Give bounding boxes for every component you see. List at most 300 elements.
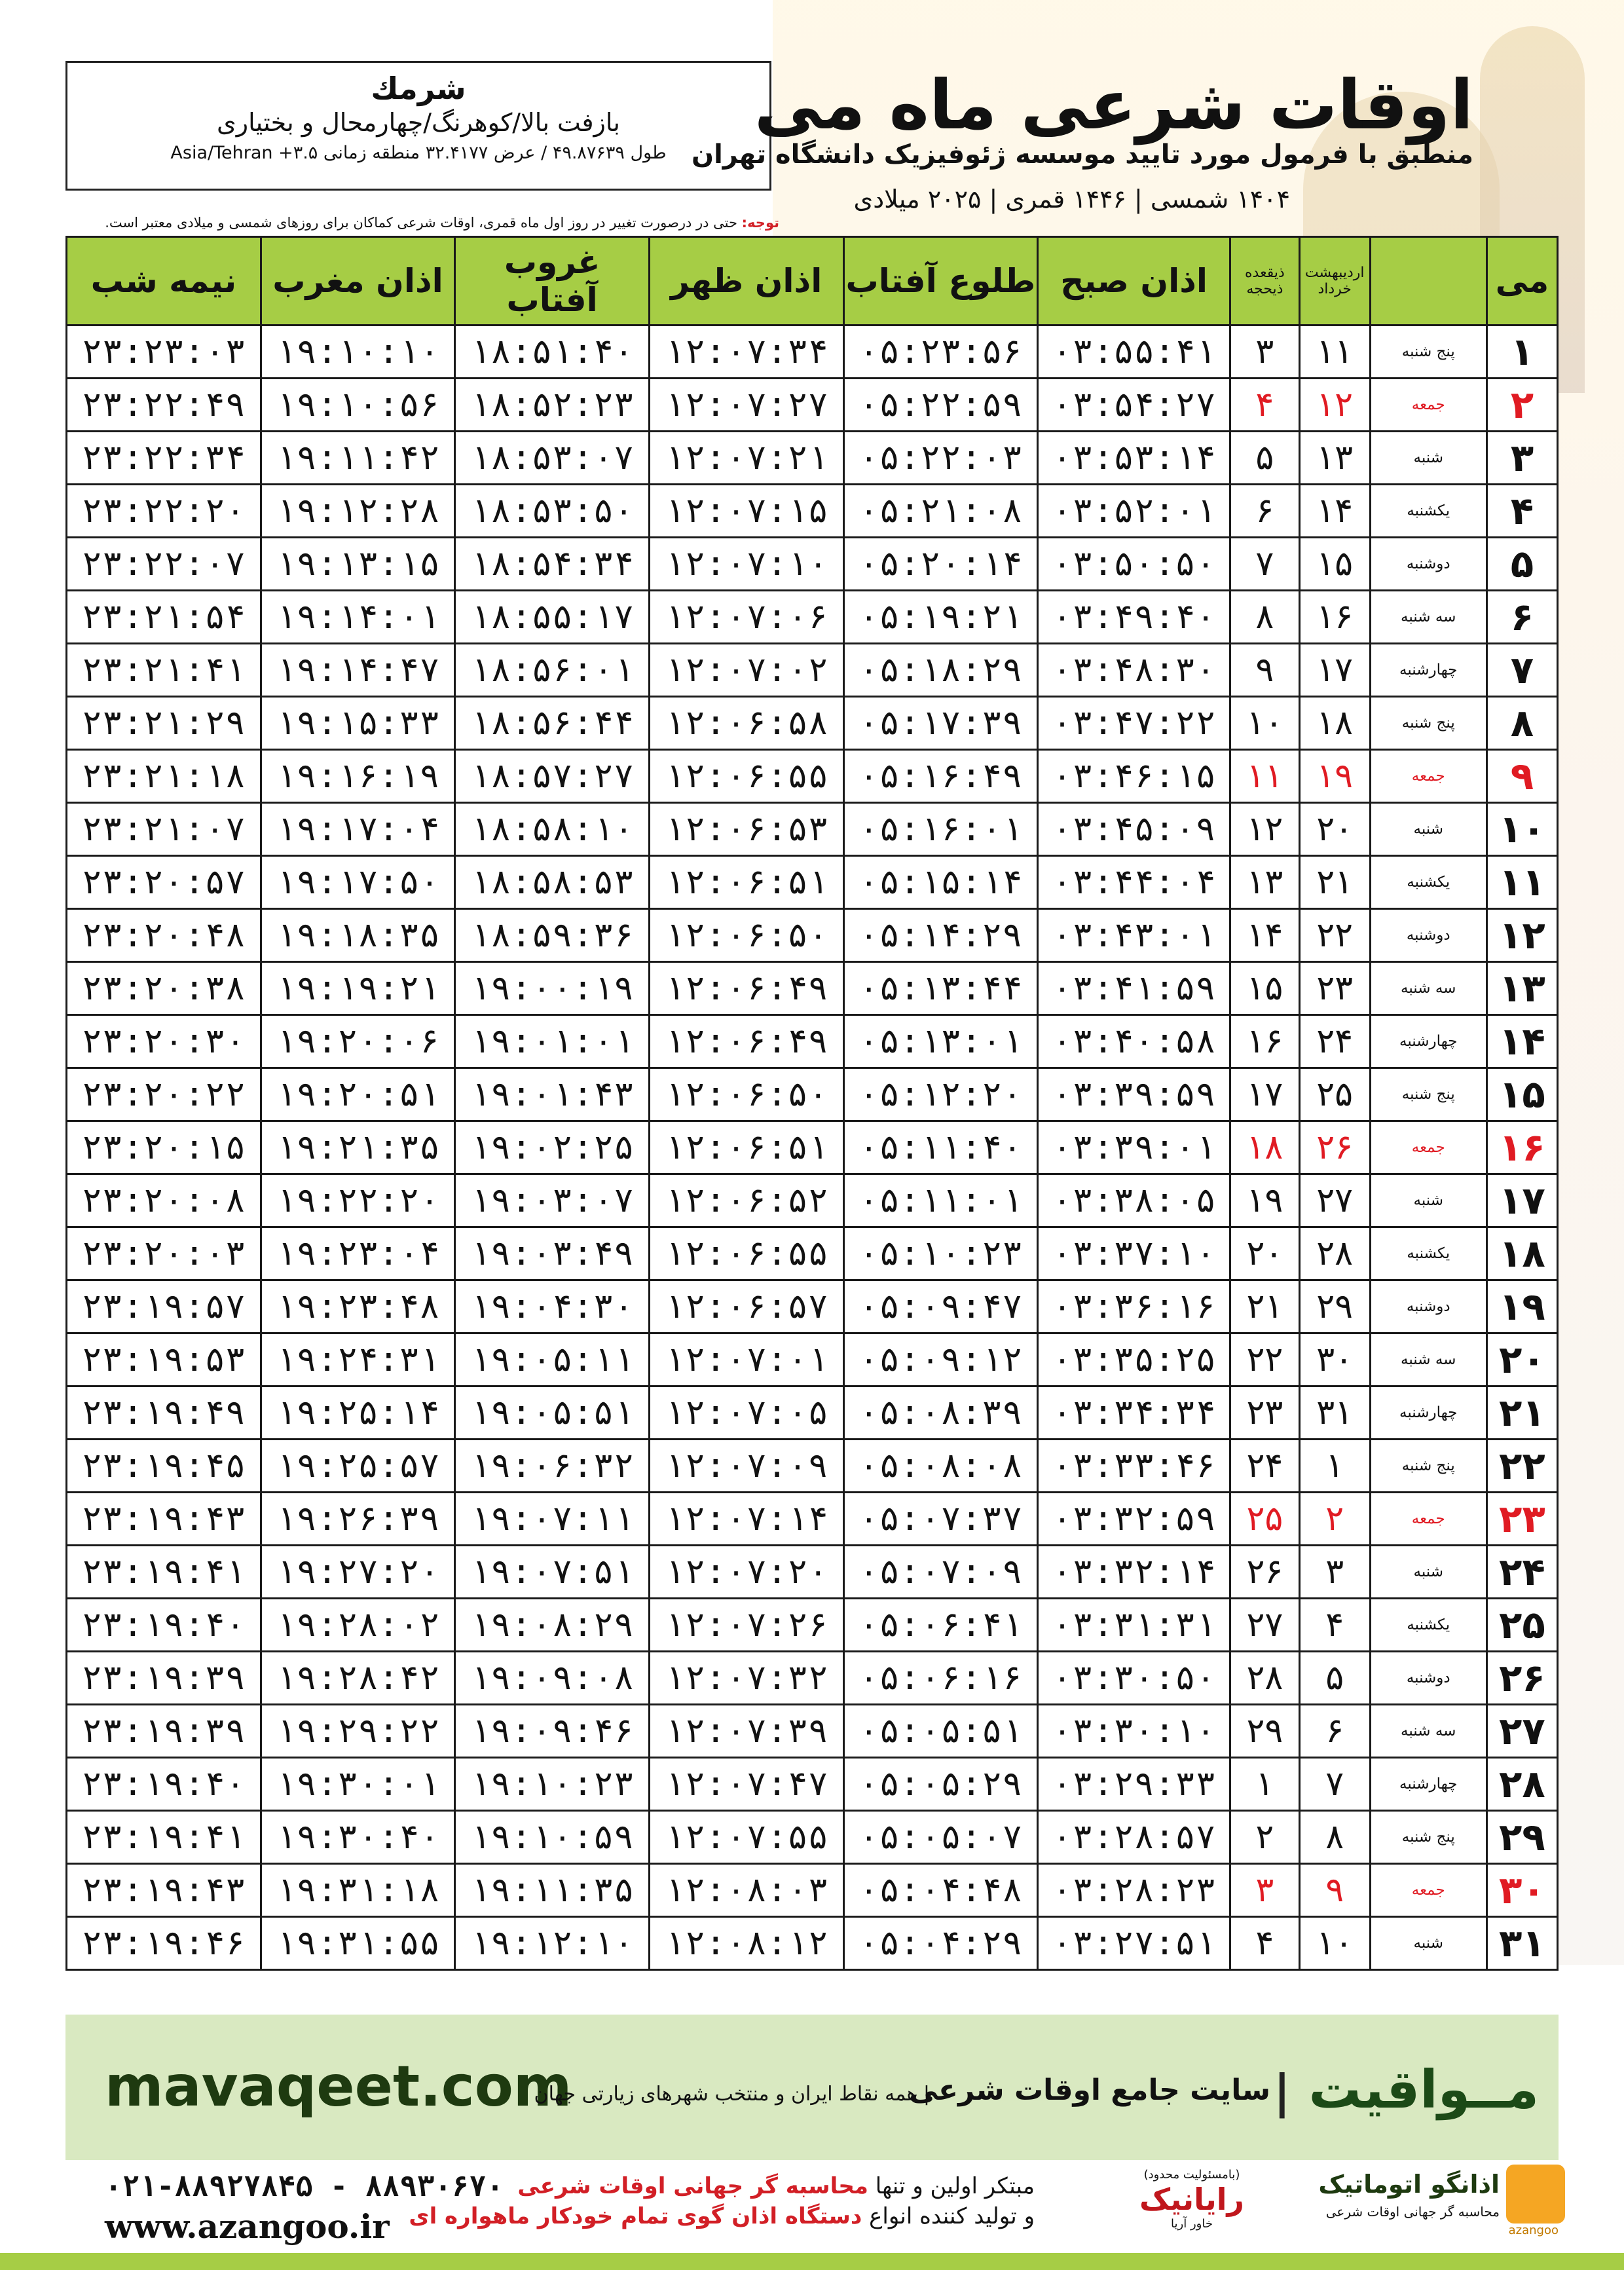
sunset-cell: ۱۸:۵۵:۱۷: [455, 591, 650, 644]
dhuhr-cell: ۱۲:۰۶:۵۵: [649, 1227, 843, 1280]
sunrise-cell: ۰۵:۱۰:۲۳: [843, 1227, 1038, 1280]
fajr-cell: ۰۳:۳۹:۵۹: [1038, 1068, 1230, 1121]
fajr-cell: ۰۳:۴۳:۰۱: [1038, 909, 1230, 962]
fajr-cell: ۰۳:۴۸:۳۰: [1038, 644, 1230, 697]
maghrib-cell: ۱۹:۲۹:۲۲: [261, 1705, 455, 1758]
qamari-cell: ۵: [1230, 432, 1300, 485]
midnight-cell: ۲۳:۲۰:۴۸: [67, 909, 261, 962]
weekday-cell: شنبه: [1370, 432, 1486, 485]
rayanik-logo: [1133, 2168, 1251, 2231]
fajr-cell: ۰۳:۲۸:۲۳: [1038, 1864, 1230, 1917]
table-row: [67, 538, 1558, 591]
day-cell: ۲۰: [1486, 1333, 1557, 1386]
fajr-cell: ۰۳:۵۲:۰۱: [1038, 485, 1230, 538]
maghrib-cell: ۱۹:۱۹:۲۱: [261, 962, 455, 1015]
maghrib-cell: ۱۹:۱۸:۳۵: [261, 909, 455, 962]
day-cell: ۱۸: [1486, 1227, 1557, 1280]
sunset-cell: ۱۸:۵۹:۳۶: [455, 909, 650, 962]
sunrise-cell: ۰۵:۱۳:۰۱: [843, 1015, 1038, 1068]
fajr-cell: ۰۳:۵۰:۵۰: [1038, 538, 1230, 591]
table-row: [67, 1493, 1558, 1546]
day-cell: ۲۲: [1486, 1440, 1557, 1493]
dhuhr-cell: ۱۲:۰۶:۵۸: [649, 697, 843, 750]
maghrib-cell: ۱۹:۱۶:۱۹: [261, 750, 455, 803]
midnight-cell: ۲۳:۱۹:۴۳: [67, 1864, 261, 1917]
footer-phone: ۰۲۱-۸۸۹۲۷۸۴۵ - ۸۸۹۳۰۶۷۰: [105, 2170, 504, 2203]
shamsi-cell: ۲۶: [1299, 1121, 1370, 1174]
dhuhr-cell: ۱۲:۰۶:۵۳: [649, 803, 843, 856]
midnight-cell: ۲۳:۲۰:۰۸: [67, 1174, 261, 1227]
qamari-cell: ۷: [1230, 538, 1300, 591]
shamsi-cell: ۲۳: [1299, 962, 1370, 1015]
header-day: می: [1486, 237, 1557, 326]
midnight-cell: ۲۳:۱۹:۴۶: [67, 1917, 261, 1970]
bottom-bar: [0, 2253, 1624, 2270]
weekday-cell: دوشنبه: [1370, 909, 1486, 962]
dhuhr-cell: ۱۲:۰۶:۵۰: [649, 909, 843, 962]
weekday-cell: چهارشنبه: [1370, 1015, 1486, 1068]
maghrib-cell: ۱۹:۲۲:۲۰: [261, 1174, 455, 1227]
fajr-cell: ۰۳:۳۲:۱۴: [1038, 1546, 1230, 1599]
fajr-cell: ۰۳:۴۱:۵۹: [1038, 962, 1230, 1015]
site-url[interactable]: mavaqeet.com: [105, 2054, 572, 2119]
qamari-cell: ۲۸: [1230, 1652, 1300, 1705]
sunset-cell: ۱۹:۰۰:۱۹: [455, 962, 650, 1015]
day-cell: ۳: [1486, 432, 1557, 485]
qamari-cell: ۴: [1230, 379, 1300, 432]
midnight-cell: ۲۳:۱۹:۴۱: [67, 1811, 261, 1864]
maghrib-cell: ۱۹:۲۱:۳۵: [261, 1121, 455, 1174]
qamari-cell: ۲۵: [1230, 1493, 1300, 1546]
table-row: [67, 1174, 1558, 1227]
maghrib-cell: ۱۹:۱۰:۵۶: [261, 379, 455, 432]
day-cell: ۴: [1486, 485, 1557, 538]
table-row: [67, 1121, 1558, 1174]
sunrise-cell: ۰۵:۰۵:۵۱: [843, 1705, 1038, 1758]
promo-band: [65, 2015, 1559, 2160]
header-maghrib: اذان مغرب: [261, 237, 455, 326]
qamari-cell: ۲۹: [1230, 1705, 1300, 1758]
weekday-cell: دوشنبه: [1370, 1280, 1486, 1333]
sunrise-cell: ۰۵:۱۱:۰۱: [843, 1174, 1038, 1227]
sunrise-cell: ۰۵:۱۹:۲۱: [843, 591, 1038, 644]
maghrib-cell: ۱۹:۲۰:۵۱: [261, 1068, 455, 1121]
table-row: [67, 1440, 1558, 1493]
shamsi-cell: ۱۸: [1299, 697, 1370, 750]
qamari-cell: ۲۶: [1230, 1546, 1300, 1599]
azangoo-logo-en: azangoo: [1508, 2223, 1559, 2237]
table-row: [67, 962, 1558, 1015]
footer-website[interactable]: www.azangoo.ir: [105, 2207, 390, 2246]
midnight-cell: ۲۳:۱۹:۳۹: [67, 1705, 261, 1758]
sunrise-cell: ۰۵:۰۷:۳۷: [843, 1493, 1038, 1546]
sunrise-cell: ۰۵:۰۴:۲۹: [843, 1917, 1038, 1970]
shamsi-cell: ۲۱: [1299, 856, 1370, 909]
shamsi-cell: ۱۵: [1299, 538, 1370, 591]
table-row: [67, 1546, 1558, 1599]
day-cell: ۲۸: [1486, 1758, 1557, 1811]
footer-line-2-a: و تولید کننده انواع: [862, 2203, 1035, 2229]
shamsi-cell: ۲: [1299, 1493, 1370, 1546]
shamsi-cell: ۲۴: [1299, 1015, 1370, 1068]
azangoo-logo-icon: [1506, 2165, 1565, 2223]
fajr-cell: ۰۳:۲۷:۵۱: [1038, 1917, 1230, 1970]
azangoo-logo: [1290, 2165, 1565, 2237]
note-label: توجه:: [741, 215, 779, 231]
shamsi-cell: ۱۹: [1299, 750, 1370, 803]
qamari-cell: ۱۱: [1230, 750, 1300, 803]
weekday-cell: چهارشنبه: [1370, 1758, 1486, 1811]
sunrise-cell: ۰۵:۰۴:۴۸: [843, 1864, 1038, 1917]
maghrib-cell: ۱۹:۱۵:۳۳: [261, 697, 455, 750]
fajr-cell: ۰۳:۳۴:۳۴: [1038, 1386, 1230, 1440]
sunrise-cell: ۰۵:۱۳:۴۴: [843, 962, 1038, 1015]
day-cell: ۱۱: [1486, 856, 1557, 909]
table-row: [67, 1758, 1558, 1811]
sunrise-cell: ۰۵:۱۴:۲۹: [843, 909, 1038, 962]
header-weekday: [1370, 237, 1486, 326]
day-cell: ۹: [1486, 750, 1557, 803]
sunset-cell: ۱۹:۰۹:۴۶: [455, 1705, 650, 1758]
day-cell: ۲۵: [1486, 1599, 1557, 1652]
day-cell: ۱۵: [1486, 1068, 1557, 1121]
day-cell: ۱۳: [1486, 962, 1557, 1015]
weekday-cell: شنبه: [1370, 1917, 1486, 1970]
qamari-cell: ۲۲: [1230, 1333, 1300, 1386]
qamari-cell: ۳: [1230, 326, 1300, 379]
maghrib-cell: ۱۹:۲۴:۳۱: [261, 1333, 455, 1386]
footer-line-2-b: دستگاه اذان گوی تمام خودکار ماهواره ای: [409, 2203, 862, 2229]
midnight-cell: ۲۳:۲۲:۳۴: [67, 432, 261, 485]
sunrise-cell: ۰۵:۰۷:۰۹: [843, 1546, 1038, 1599]
weekday-cell: یکشنبه: [1370, 856, 1486, 909]
sunset-cell: ۱۸:۵۲:۲۳: [455, 379, 650, 432]
sunrise-cell: ۰۵:۲۱:۰۸: [843, 485, 1038, 538]
table-row: [67, 379, 1558, 432]
footer-text: [409, 2171, 1035, 2231]
maghrib-cell: ۱۹:۲۰:۰۶: [261, 1015, 455, 1068]
dhuhr-cell: ۱۲:۰۷:۰۲: [649, 644, 843, 697]
fajr-cell: ۰۳:۴۵:۰۹: [1038, 803, 1230, 856]
maghrib-cell: ۱۹:۲۶:۳۹: [261, 1493, 455, 1546]
fajr-cell: ۰۳:۴۰:۵۸: [1038, 1015, 1230, 1068]
table-row: [67, 750, 1558, 803]
sunset-cell: ۱۹:۰۳:۰۷: [455, 1174, 650, 1227]
sunset-cell: ۱۸:۵۴:۳۴: [455, 538, 650, 591]
sunset-cell: ۱۹:۰۵:۱۱: [455, 1333, 650, 1386]
dhuhr-cell: ۱۲:۰۷:۲۶: [649, 1599, 843, 1652]
table-row: [67, 697, 1558, 750]
maghrib-cell: ۱۹:۲۵:۵۷: [261, 1440, 455, 1493]
shamsi-cell: ۱۳: [1299, 432, 1370, 485]
weekday-cell: سه شنبه: [1370, 1333, 1486, 1386]
dhuhr-cell: ۱۲:۰۷:۲۰: [649, 1546, 843, 1599]
weekday-cell: سه شنبه: [1370, 1705, 1486, 1758]
shamsi-cell: ۴: [1299, 1599, 1370, 1652]
weekday-cell: دوشنبه: [1370, 1652, 1486, 1705]
weekday-cell: جمعه: [1370, 1493, 1486, 1546]
header-dhuhr: اذان ظهر: [649, 237, 843, 326]
maghrib-cell: ۱۹:۲۳:۴۸: [261, 1280, 455, 1333]
maghrib-cell: ۱۹:۱۷:۰۴: [261, 803, 455, 856]
maghrib-cell: ۱۹:۲۵:۱۴: [261, 1386, 455, 1440]
dhuhr-cell: ۱۲:۰۶:۵۱: [649, 856, 843, 909]
fajr-cell: ۰۳:۲۹:۳۳: [1038, 1758, 1230, 1811]
brand-text: مــواقیت: [1308, 2059, 1539, 2120]
footer-line-1-b: محاسبه گر جهانی اوقات شرعی: [517, 2173, 868, 2199]
brand-tagline-2: | همه نقاط ایران و منتخب شهرهای زیارتی جهان: [534, 2083, 930, 2106]
midnight-cell: ۲۳:۲۲:۰۷: [67, 538, 261, 591]
table-row: [67, 1333, 1558, 1386]
qamari-cell: ۶: [1230, 485, 1300, 538]
qamari-cell: ۲۱: [1230, 1280, 1300, 1333]
weekday-cell: پنج شنبه: [1370, 326, 1486, 379]
midnight-cell: ۲۳:۲۱:۱۸: [67, 750, 261, 803]
table-row: [67, 1864, 1558, 1917]
day-cell: ۲: [1486, 379, 1557, 432]
dhuhr-cell: ۱۲:۰۷:۲۷: [649, 379, 843, 432]
dhuhr-cell: ۱۲:۰۷:۴۷: [649, 1758, 843, 1811]
day-cell: ۸: [1486, 697, 1557, 750]
midnight-cell: ۲۳:۲۱:۴۱: [67, 644, 261, 697]
fajr-cell: ۰۳:۳۰:۵۰: [1038, 1652, 1230, 1705]
weekday-cell: جمعه: [1370, 1864, 1486, 1917]
day-cell: ۲۶: [1486, 1652, 1557, 1705]
shamsi-cell: ۲۸: [1299, 1227, 1370, 1280]
qamari-cell: ۲۴: [1230, 1440, 1300, 1493]
sunset-cell: ۱۹:۰۶:۳۲: [455, 1440, 650, 1493]
sunset-cell: ۱۹:۰۵:۵۱: [455, 1386, 650, 1440]
sunset-cell: ۱۸:۵۶:۰۱: [455, 644, 650, 697]
footer-line-2: [409, 2201, 1035, 2231]
midnight-cell: ۲۳:۲۰:۳۰: [67, 1015, 261, 1068]
header-midnight: نیمه شب: [67, 237, 261, 326]
sunrise-cell: ۰۵:۰۸:۳۹: [843, 1386, 1038, 1440]
rayanik-logo-text: رایانیک: [1139, 2182, 1244, 2217]
weekday-cell: جمعه: [1370, 1121, 1486, 1174]
day-cell: ۷: [1486, 644, 1557, 697]
shamsi-cell: ۱۶: [1299, 591, 1370, 644]
midnight-cell: ۲۳:۱۹:۴۳: [67, 1493, 261, 1546]
sunset-cell: ۱۹:۰۷:۱۱: [455, 1493, 650, 1546]
brand-separator: |: [1274, 2065, 1291, 2119]
shamsi-cell: ۹: [1299, 1864, 1370, 1917]
sunset-cell: ۱۹:۰۳:۴۹: [455, 1227, 650, 1280]
note-text: حتی در درصورت تغییر در روز اول ماه قمری، اوقات شرعی کماکان برای روزهای شمسی و میلادی معتبر است.: [105, 215, 742, 231]
shamsi-cell: ۱۰: [1299, 1917, 1370, 1970]
qamari-cell: ۱: [1230, 1758, 1300, 1811]
weekday-cell: سه شنبه: [1370, 591, 1486, 644]
weekday-cell: پنج شنبه: [1370, 1068, 1486, 1121]
header-sunrise: طلوع آفتاب: [843, 237, 1038, 326]
shamsi-cell: ۲۰: [1299, 803, 1370, 856]
shamsi-cell: ۲۷: [1299, 1174, 1370, 1227]
dhuhr-cell: ۱۲:۰۸:۱۲: [649, 1917, 843, 1970]
shamsi-cell: ۱۱: [1299, 326, 1370, 379]
qamari-cell: ۱۳: [1230, 856, 1300, 909]
midnight-cell: ۲۳:۲۰:۲۲: [67, 1068, 261, 1121]
brand-tagline: سایت جامع اوقات شرعی: [909, 2074, 1270, 2107]
dhuhr-cell: ۱۲:۰۶:۵۱: [649, 1121, 843, 1174]
table-row: [67, 1386, 1558, 1440]
dhuhr-cell: ۱۲:۰۷:۱۰: [649, 538, 843, 591]
shamsi-cell: ۲۹: [1299, 1280, 1370, 1333]
sunset-cell: ۱۹:۰۱:۰۱: [455, 1015, 650, 1068]
sunrise-cell: ۰۵:۲۲:۵۹: [843, 379, 1038, 432]
maghrib-cell: ۱۹:۱۴:۴۷: [261, 644, 455, 697]
shamsi-cell: ۱۲: [1299, 379, 1370, 432]
dhuhr-cell: ۱۲:۰۶:۵۵: [649, 750, 843, 803]
brand-name: [1274, 2059, 1539, 2120]
dhuhr-cell: ۱۲:۰۷:۳۴: [649, 326, 843, 379]
weekday-cell: جمعه: [1370, 750, 1486, 803]
rayanik-logo-top: (بامسئولیت محدود): [1143, 2168, 1240, 2182]
table-row: [67, 856, 1558, 909]
maghrib-cell: ۱۹:۳۰:۴۰: [261, 1811, 455, 1864]
sunset-cell: ۱۹:۰۴:۳۰: [455, 1280, 650, 1333]
sunset-cell: ۱۸:۵۶:۴۴: [455, 697, 650, 750]
day-cell: ۱۶: [1486, 1121, 1557, 1174]
sunrise-cell: ۰۵:۱۱:۴۰: [843, 1121, 1038, 1174]
year-dates: ۱۴۰۴ شمسی | ۱۴۴۶ قمری | ۲۰۲۵ میلادی: [853, 185, 1290, 214]
qamari-cell: ۱۴: [1230, 909, 1300, 962]
sunrise-cell: ۰۵:۱۸:۲۹: [843, 644, 1038, 697]
fajr-cell: ۰۳:۵۳:۱۴: [1038, 432, 1230, 485]
dhuhr-cell: ۱۲:۰۷:۰۶: [649, 591, 843, 644]
weekday-cell: یکشنبه: [1370, 1599, 1486, 1652]
sunset-cell: ۱۹:۰۲:۲۵: [455, 1121, 650, 1174]
day-cell: ۱: [1486, 326, 1557, 379]
table-row: [67, 1917, 1558, 1970]
fajr-cell: ۰۳:۳۶:۱۶: [1038, 1280, 1230, 1333]
weekday-cell: پنج شنبه: [1370, 697, 1486, 750]
sunrise-cell: ۰۵:۰۹:۴۷: [843, 1280, 1038, 1333]
sunset-cell: ۱۹:۰۹:۰۸: [455, 1652, 650, 1705]
maghrib-cell: ۱۹:۲۳:۰۴: [261, 1227, 455, 1280]
shamsi-cell: ۸: [1299, 1811, 1370, 1864]
shamsi-cell: ۷: [1299, 1758, 1370, 1811]
midnight-cell: ۲۳:۲۱:۵۴: [67, 591, 261, 644]
sunrise-cell: ۰۵:۰۵:۲۹: [843, 1758, 1038, 1811]
maghrib-cell: ۱۹:۱۷:۵۰: [261, 856, 455, 909]
midnight-cell: ۲۳:۲۲:۴۹: [67, 379, 261, 432]
midnight-cell: ۲۳:۱۹:۴۹: [67, 1386, 261, 1440]
fajr-cell: ۰۳:۳۲:۵۹: [1038, 1493, 1230, 1546]
table-row: [67, 591, 1558, 644]
day-cell: ۱۹: [1486, 1280, 1557, 1333]
weekday-cell: چهارشنبه: [1370, 1386, 1486, 1440]
midnight-cell: ۲۳:۱۹:۳۹: [67, 1652, 261, 1705]
table-row: [67, 1811, 1558, 1864]
qamari-cell: ۴: [1230, 1917, 1300, 1970]
midnight-cell: ۲۳:۱۹:۴۵: [67, 1440, 261, 1493]
sunset-cell: ۱۹:۱۲:۱۰: [455, 1917, 650, 1970]
dhuhr-cell: ۱۲:۰۷:۲۱: [649, 432, 843, 485]
sunset-cell: ۱۹:۰۱:۴۳: [455, 1068, 650, 1121]
fajr-cell: ۰۳:۳۳:۴۶: [1038, 1440, 1230, 1493]
sunset-cell: ۱۹:۱۰:۵۹: [455, 1811, 650, 1864]
table-row: [67, 432, 1558, 485]
day-cell: ۲۷: [1486, 1705, 1557, 1758]
shamsi-cell: ۱۴: [1299, 485, 1370, 538]
weekday-cell: شنبه: [1370, 1174, 1486, 1227]
qamari-cell: ۱۸: [1230, 1121, 1300, 1174]
table-row: [67, 326, 1558, 379]
footer-line-1: [409, 2171, 1035, 2201]
maghrib-cell: ۱۹:۱۳:۱۵: [261, 538, 455, 591]
header-fajr: اذان صبح: [1038, 237, 1230, 326]
table-row: [67, 1705, 1558, 1758]
dhuhr-cell: ۱۲:۰۷:۰۹: [649, 1440, 843, 1493]
fajr-cell: ۰۳:۲۸:۵۷: [1038, 1811, 1230, 1864]
sunrise-cell: ۰۵:۱۶:۴۹: [843, 750, 1038, 803]
sunrise-cell: ۰۵:۱۲:۲۰: [843, 1068, 1038, 1121]
sunrise-cell: ۰۵:۰۵:۰۷: [843, 1811, 1038, 1864]
day-cell: ۱۲: [1486, 909, 1557, 962]
midnight-cell: ۲۳:۲۳:۰۳: [67, 326, 261, 379]
sunrise-cell: ۰۵:۰۶:۴۱: [843, 1599, 1038, 1652]
qamari-cell: ۱۷: [1230, 1068, 1300, 1121]
rayanik-logo-sub: خاور آریا: [1171, 2217, 1213, 2231]
qamari-cell: ۱۲: [1230, 803, 1300, 856]
note: [65, 213, 779, 233]
coordinates: طول ۴۹.۸۷۶۳۹ / عرض ۳۲.۴۱۷۷ منطقه زمانی ۳.۵+ Asia/Tehran: [170, 143, 667, 163]
fajr-cell: ۰۳:۴۹:۴۰: [1038, 591, 1230, 644]
midnight-cell: ۲۳:۱۹:۵۳: [67, 1333, 261, 1386]
day-cell: ۲۱: [1486, 1386, 1557, 1440]
qamari-cell: ۲۷: [1230, 1599, 1300, 1652]
sunset-cell: ۱۸:۵۸:۱۰: [455, 803, 650, 856]
fajr-cell: ۰۳:۳۱:۳۱: [1038, 1599, 1230, 1652]
sunrise-cell: ۰۵:۲۳:۵۶: [843, 326, 1038, 379]
dhuhr-cell: ۱۲:۰۷:۳۹: [649, 1705, 843, 1758]
fajr-cell: ۰۳:۴۶:۱۵: [1038, 750, 1230, 803]
weekday-cell: دوشنبه: [1370, 538, 1486, 591]
footer-line-1-a: مبتکر اولین و تنها: [868, 2173, 1035, 2199]
qamari-cell: ۲: [1230, 1811, 1300, 1864]
sunrise-cell: ۰۵:۰۶:۱۶: [843, 1652, 1038, 1705]
table-row: [67, 644, 1558, 697]
shamsi-cell: ۶: [1299, 1705, 1370, 1758]
dhuhr-cell: ۱۲:۰۶:۵۲: [649, 1174, 843, 1227]
dhuhr-cell: ۱۲:۰۷:۳۲: [649, 1652, 843, 1705]
midnight-cell: ۲۳:۲۲:۲۰: [67, 485, 261, 538]
weekday-cell: یکشنبه: [1370, 1227, 1486, 1280]
maghrib-cell: ۱۹:۲۸:۰۲: [261, 1599, 455, 1652]
qamari-cell: ۲۳: [1230, 1386, 1300, 1440]
fajr-cell: ۰۳:۳۸:۰۵: [1038, 1174, 1230, 1227]
weekday-cell: یکشنبه: [1370, 485, 1486, 538]
qamari-cell: ۲۰: [1230, 1227, 1300, 1280]
dhuhr-cell: ۱۲:۰۷:۱۵: [649, 485, 843, 538]
dhuhr-cell: ۱۲:۰۶:۵۷: [649, 1280, 843, 1333]
dhuhr-cell: ۱۲:۰۷:۰۱: [649, 1333, 843, 1386]
sunrise-cell: ۰۵:۱۶:۰۱: [843, 803, 1038, 856]
midnight-cell: ۲۳:۲۰:۵۷: [67, 856, 261, 909]
sunrise-cell: ۰۵:۰۹:۱۲: [843, 1333, 1038, 1386]
weekday-cell: پنج شنبه: [1370, 1811, 1486, 1864]
day-cell: ۲۹: [1486, 1811, 1557, 1864]
qamari-cell: ۳: [1230, 1864, 1300, 1917]
day-cell: ۳۱: [1486, 1917, 1557, 1970]
midnight-cell: ۲۳:۱۹:۴۰: [67, 1599, 261, 1652]
fajr-cell: ۰۳:۳۹:۰۱: [1038, 1121, 1230, 1174]
dhuhr-cell: ۱۲:۰۶:۵۰: [649, 1068, 843, 1121]
maghrib-cell: ۱۹:۱۱:۴۲: [261, 432, 455, 485]
fajr-cell: ۰۳:۴۷:۲۲: [1038, 697, 1230, 750]
header-sunset: غروب آفتاب: [455, 237, 650, 326]
sunset-cell: ۱۸:۵۳:۰۷: [455, 432, 650, 485]
